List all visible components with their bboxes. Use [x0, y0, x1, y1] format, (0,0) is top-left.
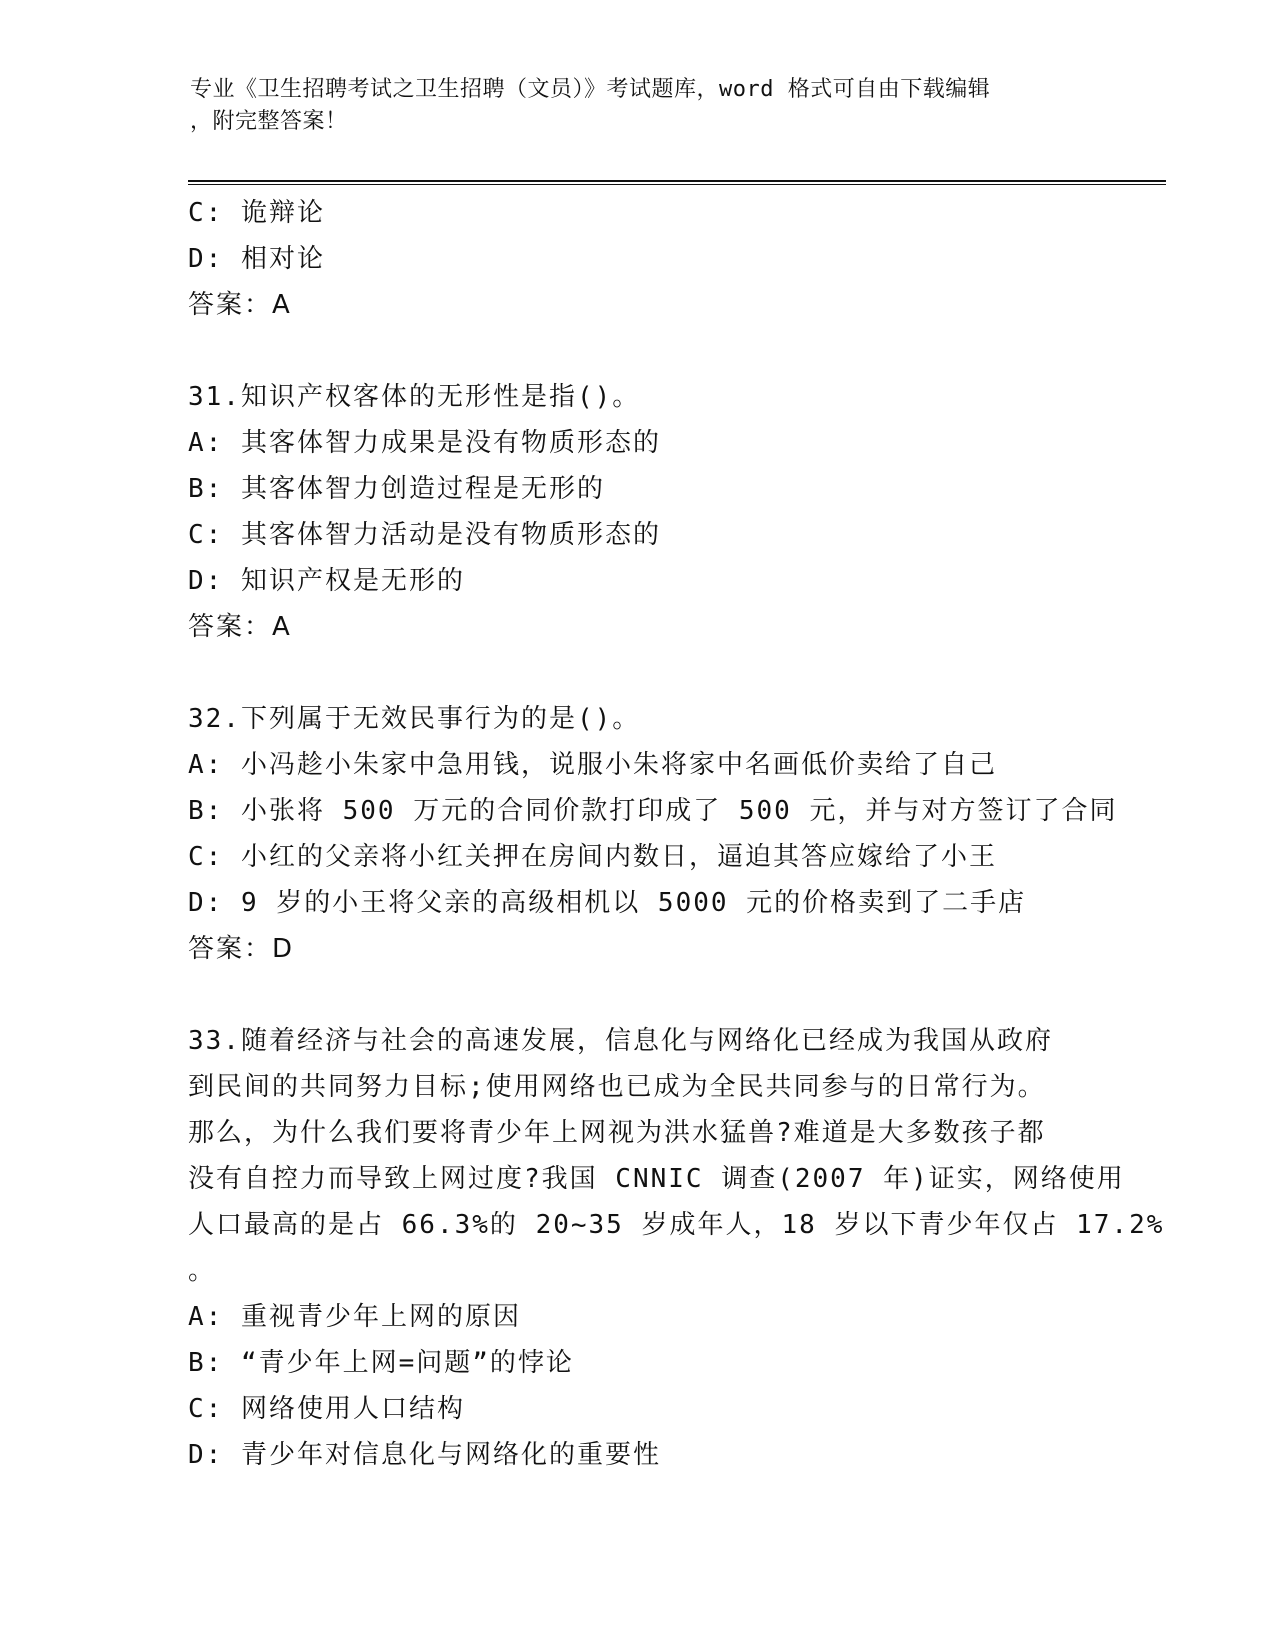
q31-answer: 答案：A: [188, 612, 292, 642]
q30-option-c: C: 诡辩论: [188, 198, 325, 228]
header-line-1: 专业《卫生招聘考试之卫生招聘（文员）》考试题库，word 格式可自由下载编辑: [190, 77, 991, 102]
spacer: [188, 972, 1118, 1018]
header-rule-thin: [188, 184, 1166, 185]
q32-answer: 答案：D: [188, 934, 295, 964]
q32-option-c: C: 小红的父亲将小红关押在房间内数日，逼迫其答应嫁给了小王: [188, 842, 997, 872]
q33-stem-line: 那么，为什么我们要将青少年上网视为洪水猛兽?难道是大多数孩子都: [188, 1118, 1046, 1148]
q32-option-a: A: 小冯趁小朱家中急用钱，说服小朱将家中名画低价卖给了自己: [188, 750, 997, 780]
q30-option-d: D: 相对论: [188, 244, 325, 274]
q33-stem-line: 没有自控力而导致上网过度?我国 CNNIC 调查(2007 年)证实，网络使用: [188, 1164, 1125, 1194]
q32-option-d: D: 9 岁的小王将父亲的高级相机以 5000 元的价格卖到了二手店: [188, 888, 1027, 918]
q31-option-d: D: 知识产权是无形的: [188, 566, 465, 596]
header-line-2: ，附完整答案！: [190, 109, 348, 134]
spacer: [188, 328, 1118, 374]
q33-stem: [188, 1018, 1165, 1294]
q33-stem-line: 到民间的共同努力目标;使用网络也已成为全民共同参与的日常行为。: [188, 1072, 1046, 1102]
q33-stem-line: 33.随着经济与社会的高速发展，信息化与网络化已经成为我国从政府: [188, 1026, 1053, 1056]
q32-stem: 32.下列属于无效民事行为的是()。: [188, 704, 641, 734]
spacer: [188, 650, 1118, 696]
q31-option-a: A: 其客体智力成果是没有物质形态的: [188, 428, 661, 458]
document-body: [188, 190, 1165, 1478]
q30-answer: 答案：A: [188, 290, 292, 320]
q31-option-b: B: 其客体智力创造过程是无形的: [188, 474, 605, 504]
q31-option-c: C: 其客体智力活动是没有物质形态的: [188, 520, 661, 550]
document-header: [190, 74, 1090, 138]
q33-option-a: A: 重视青少年上网的原因: [188, 1302, 521, 1332]
q33-option-c: C: 网络使用人口结构: [188, 1394, 465, 1424]
q32-option-b: B: 小张将 500 万元的合同价款打印成了 500 元，并与对方签订了合同: [188, 796, 1118, 826]
q31-stem: 31.知识产权客体的无形性是指()。: [188, 382, 641, 412]
q33-stem-line: 人口最高的是占 66.3%的 20~35 岁成年人，18 岁以下青少年仅占 17.2%: [188, 1210, 1165, 1240]
q33-option-b: B: “青少年上网=问题”的悖论: [188, 1348, 574, 1378]
q33-stem-line: 。: [188, 1256, 217, 1286]
header-rule-thick: [188, 180, 1166, 182]
q33-option-d: D: 青少年对信息化与网络化的重要性: [188, 1440, 661, 1470]
